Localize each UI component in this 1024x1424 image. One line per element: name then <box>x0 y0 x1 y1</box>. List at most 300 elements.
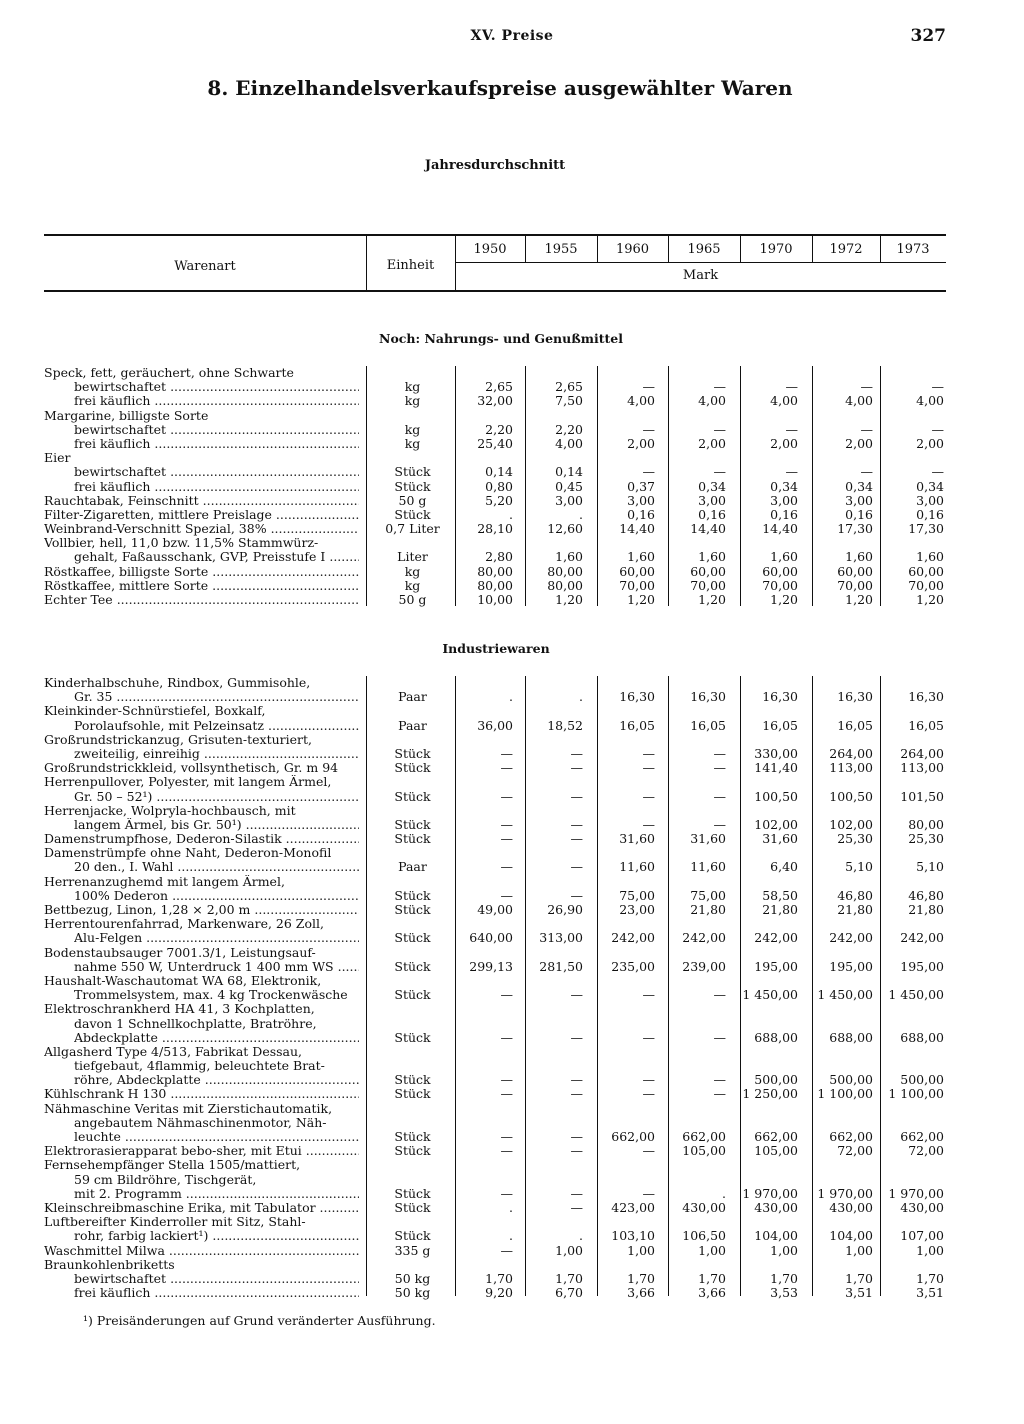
row-label: mit 2. Programm ..... <box>74 1187 359 1201</box>
price-cell: 70,00 <box>908 577 944 593</box>
row-label: Luftbereifter Kinderroller mit Sitz, Stahl- <box>44 1215 306 1230</box>
row-label: Weinbrand-Verschnitt Spezial, 38% ..... <box>44 522 359 536</box>
row-label: Alu-Felgen ..... <box>74 931 359 945</box>
row-unit: Stück <box>394 1086 431 1102</box>
price-cell: . <box>509 506 513 522</box>
price-cell: — <box>570 887 583 903</box>
price-cell: 2,00 <box>698 435 726 451</box>
price-cell: 1,70 <box>770 1270 798 1286</box>
table-row <box>0 747 1024 761</box>
price-cell: 60,00 <box>908 563 944 579</box>
row-unit: kg <box>404 577 421 593</box>
table-row <box>0 1144 1024 1158</box>
price-cell: 1,70 <box>555 1270 583 1286</box>
price-cell: 242,00 <box>682 930 726 946</box>
row-label: Damenstrümpfe ohne Naht, Dederon-Monofil <box>44 846 332 861</box>
price-cell: — <box>713 1029 726 1045</box>
price-cell: 17,30 <box>837 521 873 537</box>
price-cell: 141,40 <box>754 760 798 776</box>
column-header-year: 1972 <box>829 242 863 257</box>
table-row <box>0 1244 1024 1258</box>
table-row <box>0 1031 1024 1045</box>
table-row <box>0 1229 1024 1243</box>
price-cell: — <box>785 379 798 395</box>
price-cell: 2,65 <box>485 379 513 395</box>
row-unit: 50 kg <box>394 1270 431 1286</box>
table-row <box>0 508 1024 522</box>
price-cell: 32,00 <box>477 393 513 409</box>
price-cell: 10,00 <box>477 592 513 607</box>
price-cell: 104,00 <box>754 1228 798 1244</box>
price-cell: 16,30 <box>619 689 655 705</box>
price-cell: 0,34 <box>770 478 798 494</box>
price-cell: 1,60 <box>555 549 583 565</box>
row-unit: Stück <box>394 958 431 974</box>
table-row <box>0 550 1024 564</box>
price-cell: 662,00 <box>900 1129 944 1144</box>
row-label: Trommelsystem, max. 4 kg Trockenwäsche <box>74 988 348 1003</box>
price-cell: 0,16 <box>627 506 655 522</box>
table-row <box>0 380 1024 394</box>
price-cell: 12,60 <box>547 521 583 537</box>
price-cell: — <box>931 379 944 395</box>
price-cell: 1,60 <box>698 549 726 565</box>
price-cell: — <box>570 1129 583 1144</box>
price-cell: 102,00 <box>754 816 798 832</box>
price-cell: 242,00 <box>829 930 873 946</box>
price-cell: 0,37 <box>627 478 655 494</box>
price-cell: . <box>579 689 583 705</box>
price-cell: 1,00 <box>845 1242 873 1258</box>
price-cell: 72,00 <box>837 1143 873 1159</box>
column-header-warenart: Warenart <box>174 259 236 274</box>
price-cell: — <box>570 1072 583 1088</box>
price-cell: 2,80 <box>485 549 513 565</box>
column-header-currency: Mark <box>682 268 719 283</box>
row-label: rohr, farbig lackiert¹) ..... <box>74 1229 359 1243</box>
price-cell: 235,00 <box>611 958 655 974</box>
price-cell: 2,65 <box>555 379 583 395</box>
row-label: Großrundstrickkleid, vollsynthetisch, Gr. m 94 <box>44 761 339 776</box>
price-cell: 1,00 <box>770 1242 798 1258</box>
row-unit: Stück <box>394 1199 431 1215</box>
price-cell: 2,20 <box>485 421 513 437</box>
price-cell: — <box>642 1185 655 1201</box>
table-row <box>0 593 1024 607</box>
row-label: Rauchtabak, Feinschnitt ..... <box>44 494 359 508</box>
price-cell: 3,66 <box>627 1285 655 1301</box>
price-cell: — <box>500 745 513 761</box>
price-cell: 60,00 <box>837 563 873 579</box>
row-unit: Paar <box>398 689 427 705</box>
price-cell: 1 450,00 <box>742 987 798 1003</box>
row-label: Gr. 35 ..... <box>74 690 359 704</box>
price-cell: 0,16 <box>698 506 726 522</box>
table-row <box>0 480 1024 494</box>
price-cell: 21,80 <box>837 902 873 917</box>
table-row <box>0 917 1024 931</box>
table-row <box>0 451 1024 465</box>
price-cell: 1 450,00 <box>817 987 873 1003</box>
price-cell: 60,00 <box>690 563 726 579</box>
table-row <box>0 761 1024 775</box>
price-cell: — <box>785 464 798 480</box>
price-cell: 14,40 <box>690 521 726 537</box>
price-cell: 113,00 <box>900 760 944 776</box>
price-cell: 21,80 <box>690 902 726 917</box>
price-cell: — <box>570 1143 583 1159</box>
price-cell: 2,00 <box>916 435 944 451</box>
price-cell: 0,14 <box>485 464 513 480</box>
price-cell: 195,00 <box>829 958 873 974</box>
price-cell: 1,70 <box>485 1270 513 1286</box>
price-cell: 4,00 <box>627 393 655 409</box>
price-cell: . <box>509 1199 513 1215</box>
price-cell: — <box>570 788 583 804</box>
table-row <box>0 1272 1024 1286</box>
price-cell: 4,00 <box>845 393 873 409</box>
table-row <box>0 465 1024 479</box>
price-cell: 430,00 <box>900 1199 944 1215</box>
price-cell: — <box>500 1129 513 1144</box>
price-cell: 299,13 <box>469 958 513 974</box>
row-label: leuchte ..... <box>74 1130 359 1144</box>
price-cell: — <box>642 1072 655 1088</box>
row-label: Margarine, billigste Sorte <box>44 408 209 423</box>
row-label: langem Ärmel, bis Gr. 50¹) ..... <box>74 818 359 832</box>
row-label: Abdeckplatte ..... <box>74 1031 359 1045</box>
row-unit: Stück <box>394 760 431 776</box>
price-cell: 1,20 <box>770 592 798 607</box>
price-cell: 11,60 <box>619 859 655 875</box>
price-cell: 3,00 <box>555 492 583 508</box>
row-label: Porolaufsohle, mit Pelzeinsatz ..... <box>74 719 359 733</box>
row-label: Nähmaschine Veritas mit Zierstichautomatik, <box>44 1101 333 1116</box>
price-cell: 11,60 <box>690 859 726 875</box>
price-cell: — <box>642 464 655 480</box>
price-cell: 31,60 <box>619 831 655 847</box>
price-cell: 1 970,00 <box>742 1185 798 1201</box>
price-cell: 1,60 <box>770 549 798 565</box>
row-unit: Stück <box>394 1029 431 1045</box>
price-cell: — <box>570 859 583 875</box>
table-row <box>0 1130 1024 1144</box>
row-label: zweiteilig, einreihig ..... <box>74 747 359 761</box>
price-cell: 6,40 <box>770 859 798 875</box>
table-row <box>0 1073 1024 1087</box>
table-row <box>0 1173 1024 1187</box>
price-cell: 1,70 <box>845 1270 873 1286</box>
row-unit: Stück <box>394 1228 431 1244</box>
row-label: nahme 550 W, Unterdruck 1 400 mm WS ..... <box>74 960 359 974</box>
row-unit: Stück <box>394 506 431 522</box>
price-cell: 21,80 <box>762 902 798 917</box>
price-cell: . <box>722 1185 726 1201</box>
price-cell: 3,53 <box>770 1285 798 1301</box>
price-cell: 2,20 <box>555 421 583 437</box>
table-row <box>0 579 1024 593</box>
price-cell: 25,40 <box>477 435 513 451</box>
price-cell: — <box>713 788 726 804</box>
price-cell: 239,00 <box>682 958 726 974</box>
price-cell: 0,45 <box>555 478 583 494</box>
price-cell: 70,00 <box>690 577 726 593</box>
price-cell: — <box>500 831 513 847</box>
price-cell: . <box>509 689 513 705</box>
table-row <box>0 536 1024 550</box>
price-cell: 264,00 <box>829 745 873 761</box>
price-cell: 1 250,00 <box>742 1086 798 1102</box>
row-unit: kg <box>404 393 421 409</box>
price-cell: — <box>713 1086 726 1102</box>
row-label: Herrenpullover, Polyester, mit langem Ärmel, <box>44 775 332 790</box>
table-row <box>0 832 1024 846</box>
row-label: frei käuflich ..... <box>74 394 359 408</box>
price-cell: 195,00 <box>754 958 798 974</box>
price-cell: 1,20 <box>916 592 944 607</box>
price-cell: 9,20 <box>485 1285 513 1301</box>
price-cell: 0,16 <box>770 506 798 522</box>
price-cell: 500,00 <box>754 1072 798 1088</box>
price-cell: 195,00 <box>900 958 944 974</box>
price-cell: 2,00 <box>770 435 798 451</box>
price-cell: — <box>500 788 513 804</box>
row-label: Elektroschrankherd HA 41, 3 Kochplatten, <box>44 1002 315 1017</box>
price-cell: 80,00 <box>547 577 583 593</box>
table-row <box>0 903 1024 917</box>
price-cell: — <box>642 1086 655 1102</box>
price-cell: — <box>931 464 944 480</box>
price-cell: — <box>860 421 873 437</box>
price-cell: 4,00 <box>555 435 583 451</box>
price-cell: 430,00 <box>682 1199 726 1215</box>
price-cell: — <box>642 379 655 395</box>
row-label: bewirtschaftet ..... <box>74 465 359 479</box>
table-row <box>0 522 1024 536</box>
price-cell: 14,40 <box>762 521 798 537</box>
price-cell: 16,05 <box>837 717 873 733</box>
price-cell: 3,51 <box>916 1285 944 1301</box>
price-cell: 16,05 <box>762 717 798 733</box>
price-cell: — <box>785 421 798 437</box>
price-cell: 6,70 <box>555 1285 583 1301</box>
price-cell: 3,00 <box>770 492 798 508</box>
column-header-year: 1950 <box>473 242 507 257</box>
price-cell: — <box>642 421 655 437</box>
price-cell: 16,05 <box>619 717 655 733</box>
row-label: Waschmittel Milwa ..... <box>44 1244 359 1258</box>
price-cell: — <box>931 421 944 437</box>
row-unit: Liter <box>397 549 428 565</box>
price-cell: 107,00 <box>900 1228 944 1244</box>
row-unit: 50 g <box>398 492 427 508</box>
row-unit: kg <box>404 563 421 579</box>
price-cell: 46,80 <box>837 887 873 903</box>
table-row <box>0 988 1024 1002</box>
price-cell: 1 450,00 <box>888 987 944 1003</box>
price-cell: 70,00 <box>762 577 798 593</box>
price-cell: 31,60 <box>762 831 798 847</box>
row-unit: kg <box>404 421 421 437</box>
column-header-einheit: Einheit <box>386 258 435 273</box>
row-label: Röstkaffee, mittlere Sorte ..... <box>44 579 359 593</box>
row-label: Fernsehempfänger Stella 1505/mattiert, <box>44 1158 301 1173</box>
table-row <box>0 1215 1024 1229</box>
price-cell: . <box>579 506 583 522</box>
table-row <box>0 946 1024 960</box>
price-cell: 0,34 <box>916 478 944 494</box>
price-cell: 49,00 <box>477 902 513 917</box>
table-row <box>0 366 1024 380</box>
row-label: Herrentourenfahrrad, Markenware, 26 Zoll, <box>44 917 324 932</box>
price-cell: 1,20 <box>555 592 583 607</box>
row-label: Kinderhalbschuhe, Rindbox, Gummisohle, <box>44 676 311 690</box>
row-label: frei käuflich ..... <box>74 437 359 451</box>
table-row <box>0 1286 1024 1300</box>
table-row <box>0 1116 1024 1130</box>
row-label: frei käuflich ..... <box>74 1286 359 1300</box>
price-cell: — <box>500 1185 513 1201</box>
row-unit: Stück <box>394 478 431 494</box>
price-cell: — <box>713 1072 726 1088</box>
row-unit: Stück <box>394 1129 431 1144</box>
price-cell: — <box>860 464 873 480</box>
price-cell: — <box>642 816 655 832</box>
table-row <box>0 494 1024 508</box>
price-cell: — <box>713 987 726 1003</box>
row-unit: Stück <box>394 1143 431 1159</box>
page-number: 327 <box>910 26 946 46</box>
price-cell: — <box>500 1086 513 1102</box>
table-row <box>0 1059 1024 1073</box>
column-header-year: 1970 <box>759 242 793 257</box>
price-cell: — <box>500 1242 513 1258</box>
price-cell: — <box>713 379 726 395</box>
price-cell: — <box>570 987 583 1003</box>
price-cell: — <box>713 745 726 761</box>
running-head: XV. Preise <box>470 28 554 44</box>
price-cell: 688,00 <box>829 1029 873 1045</box>
row-label: Kühlschrank H 130 ..... <box>44 1087 359 1101</box>
price-cell: 423,00 <box>611 1199 655 1215</box>
price-cell: 4,00 <box>916 393 944 409</box>
table-row <box>0 1017 1024 1031</box>
row-unit: Stück <box>394 831 431 847</box>
price-cell: 1,70 <box>627 1270 655 1286</box>
row-label: Großrundstrickanzug, Grisuten-texturiert, <box>44 732 312 747</box>
price-cell: — <box>500 987 513 1003</box>
price-cell: 1,60 <box>916 549 944 565</box>
price-cell: 75,00 <box>690 887 726 903</box>
price-cell: 3,00 <box>627 492 655 508</box>
price-cell: 2,00 <box>845 435 873 451</box>
price-cell: — <box>642 1143 655 1159</box>
price-cell: 105,00 <box>682 1143 726 1159</box>
price-cell: 0,34 <box>845 478 873 494</box>
price-cell: 72,00 <box>908 1143 944 1159</box>
price-cell: 31,60 <box>690 831 726 847</box>
price-cell: 16,30 <box>762 689 798 705</box>
price-cell: 662,00 <box>611 1129 655 1144</box>
price-cell: 0,16 <box>916 506 944 522</box>
table-row <box>0 1045 1024 1059</box>
column-header-year: 1973 <box>896 242 930 257</box>
price-cell: 1,60 <box>627 549 655 565</box>
row-unit: kg <box>404 379 421 395</box>
price-cell: 688,00 <box>900 1029 944 1045</box>
row-label: gehalt, Faßausschank, GVP, Preisstufe I ..... <box>74 550 359 564</box>
price-cell: 3,00 <box>845 492 873 508</box>
column-header-year: 1960 <box>615 242 650 257</box>
page-subtitle: Jahresdurchschnitt <box>424 158 566 173</box>
row-label: Braunkohlenbriketts <box>44 1257 175 1272</box>
table-row <box>0 790 1024 804</box>
table-row <box>0 676 1024 690</box>
price-cell: — <box>642 788 655 804</box>
table-row <box>0 423 1024 437</box>
row-label: Gr. 50 – 52¹) ..... <box>74 790 359 804</box>
price-cell: 3,00 <box>916 492 944 508</box>
price-cell: 1,20 <box>627 592 655 607</box>
price-cell: 1 100,00 <box>817 1086 873 1102</box>
price-cell: 1,00 <box>627 1242 655 1258</box>
row-label: Kleinschreibmaschine Erika, mit Tabulator ..... <box>44 1201 359 1215</box>
price-cell: 80,00 <box>547 563 583 579</box>
table-row <box>0 1187 1024 1201</box>
price-cell: — <box>570 745 583 761</box>
price-cell: 16,05 <box>908 717 944 733</box>
row-unit: Stück <box>394 902 431 917</box>
table-row <box>0 818 1024 832</box>
page-title: 8. Einzelhandelsverkaufspreise ausgewählter Waren <box>207 76 793 100</box>
table-row <box>0 719 1024 733</box>
row-unit: Stück <box>394 930 431 946</box>
price-cell: 430,00 <box>829 1199 873 1215</box>
section-title-industrial: Industriewaren <box>442 641 550 656</box>
price-cell: 5,10 <box>845 859 873 875</box>
price-cell: 662,00 <box>829 1129 873 1144</box>
price-cell: 101,50 <box>900 788 944 804</box>
price-cell: 500,00 <box>900 1072 944 1088</box>
table-row <box>0 804 1024 818</box>
price-cell: — <box>642 760 655 776</box>
row-label: bewirtschaftet ..... <box>74 423 359 437</box>
price-cell: — <box>500 859 513 875</box>
table-row <box>0 1158 1024 1172</box>
price-cell: 2,00 <box>627 435 655 451</box>
header-bottom-rule <box>44 290 946 292</box>
price-cell: 3,00 <box>698 492 726 508</box>
price-cell: 1,70 <box>916 1270 944 1286</box>
row-label: Allgasherd Type 4/513, Fabrikat Dessau, <box>44 1044 303 1059</box>
price-cell: 0,14 <box>555 464 583 480</box>
price-cell: — <box>570 1199 583 1215</box>
price-cell: 58,50 <box>762 887 798 903</box>
price-cell: — <box>570 760 583 776</box>
price-cell: 36,00 <box>477 717 513 733</box>
price-cell: 70,00 <box>619 577 655 593</box>
price-cell: 0,80 <box>485 478 513 494</box>
price-cell: 500,00 <box>829 1072 873 1088</box>
price-cell: — <box>570 1185 583 1201</box>
row-unit: Stück <box>394 987 431 1003</box>
price-cell: — <box>860 379 873 395</box>
table-row <box>0 775 1024 789</box>
row-unit: 335 g <box>394 1242 431 1258</box>
row-unit: kg <box>404 435 421 451</box>
price-cell: 640,00 <box>469 930 513 946</box>
price-cell: 1,70 <box>698 1270 726 1286</box>
